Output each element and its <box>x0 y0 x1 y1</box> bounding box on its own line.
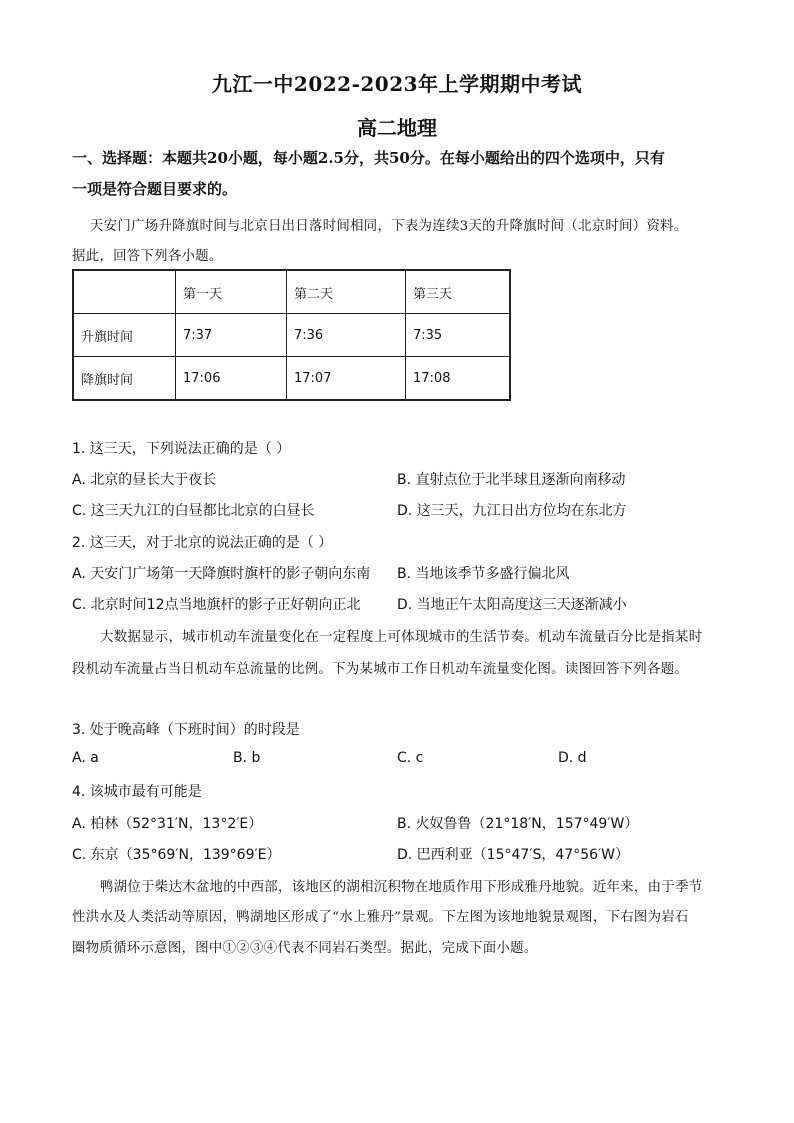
table-cell: 升旗时间 <box>73 314 176 357</box>
section-heading-line2: 一项是符合题目要求的。 <box>72 180 238 198</box>
q3-option-b[interactable]: B. b <box>233 750 261 766</box>
table-cell: 17:08 <box>406 357 511 401</box>
table-cell: 7:37 <box>176 314 287 357</box>
q2-option-a[interactable]: A. 天安门广场第一天降旗时旗杆的影子朝向东南 <box>72 566 371 582</box>
passage3-line1: 鸭湖位于柴达木盆地的中西部，该地区的湖相沉积物在地质作用下形成雅丹地貌。近年来，由于季节 <box>100 880 703 895</box>
q4-option-b[interactable]: B. 火奴鲁鲁（21°18′N，157°49′W） <box>397 816 639 832</box>
q1-option-b[interactable]: B. 直射点位于北半球且逐渐向南移动 <box>397 472 626 488</box>
q1-stem: 1. 这三天，下列说法正确的是（ ） <box>72 441 291 457</box>
table-cell: 17:06 <box>176 357 287 401</box>
q3-option-d[interactable]: D. d <box>558 750 587 766</box>
table-header-cell: 第一天 <box>176 270 287 314</box>
passage2-line2: 段机动车流量占当日机动车总流量的比例。下为某城市工作日机动车流量变化图。读图回答下列各题。 <box>72 662 689 677</box>
passage1-line1: 天安门广场升降旗时间与北京日出日落时间相同，下表为连续3天的升降旗时间（北京时间）资料。 <box>90 219 688 234</box>
q3-stem: 3. 处于晚高峰（下班时间）的时段是 <box>72 722 300 738</box>
table-row <box>73 314 510 357</box>
table-cell: 7:35 <box>406 314 511 357</box>
q2-option-c[interactable]: C. 北京时间12点当地旗杆的影子正好朝向正北 <box>72 597 361 613</box>
section-heading <box>72 143 732 205</box>
q4-option-c[interactable]: C. 东京（35°69′N，139°69′E） <box>72 847 281 863</box>
q1-option-d[interactable]: D. 这三天，九江日出方位均在东北方 <box>397 503 627 519</box>
table-cell: 17:07 <box>287 357 406 401</box>
q4-option-d[interactable]: D. 巴西利亚（15°47′S，47°56′W） <box>397 847 630 863</box>
passage3-line3: 圈物质循环示意图，图中①②③④代表不同岩石类型。据此，完成下面小题。 <box>72 941 538 956</box>
passage2-line1: 大数据显示，城市机动车流量变化在一定程度上可体现城市的生活节奏。机动车流量百分比是指某时 <box>100 630 703 645</box>
q1-option-c[interactable]: C. 这三天九江的白昼都比北京的白昼长 <box>72 503 315 519</box>
table-header-cell <box>73 270 176 314</box>
flag-time-table <box>72 269 511 401</box>
table-header-cell: 第二天 <box>287 270 406 314</box>
q2-stem: 2. 这三天，对于北京的说法正确的是（ ） <box>72 535 333 551</box>
table-cell: 7:36 <box>287 314 406 357</box>
table-header-cell: 第三天 <box>406 270 511 314</box>
section-heading-line1: 一、选择题：本题共20小题，每小题2.5分，共50分。在每小题给出的四个选项中，只有 <box>72 149 665 167</box>
q4-option-a[interactable]: A. 柏林（52°31′N，13°2′E） <box>72 816 263 832</box>
table-cell: 降旗时间 <box>73 357 176 401</box>
q2-option-d[interactable]: D. 当地正午太阳高度这三天逐渐减小 <box>397 597 627 613</box>
passage1-line2: 据此，回答下列各小题。 <box>72 249 223 264</box>
passage3-line2: 性洪水及人类活动等原因，鸭湖地区形成了“水上雅丹”景观。下左图为该地地貌景观图，下右图为岩石 <box>72 910 689 925</box>
q3-option-a[interactable]: A. a <box>72 750 99 766</box>
q2-option-b[interactable]: B. 当地该季节多盛行偏北风 <box>397 566 570 582</box>
q4-stem: 4. 该城市最有可能是 <box>72 784 202 800</box>
page-subtitle: 高二地理 <box>357 116 437 140</box>
page-title: 九江一中2022-2023年上学期期中考试 <box>211 72 583 96</box>
q3-option-c[interactable]: C. c <box>397 750 424 766</box>
q1-option-a[interactable]: A. 北京的昼长大于夜长 <box>72 472 217 488</box>
table-row <box>73 357 510 401</box>
table-header-row <box>73 270 510 314</box>
